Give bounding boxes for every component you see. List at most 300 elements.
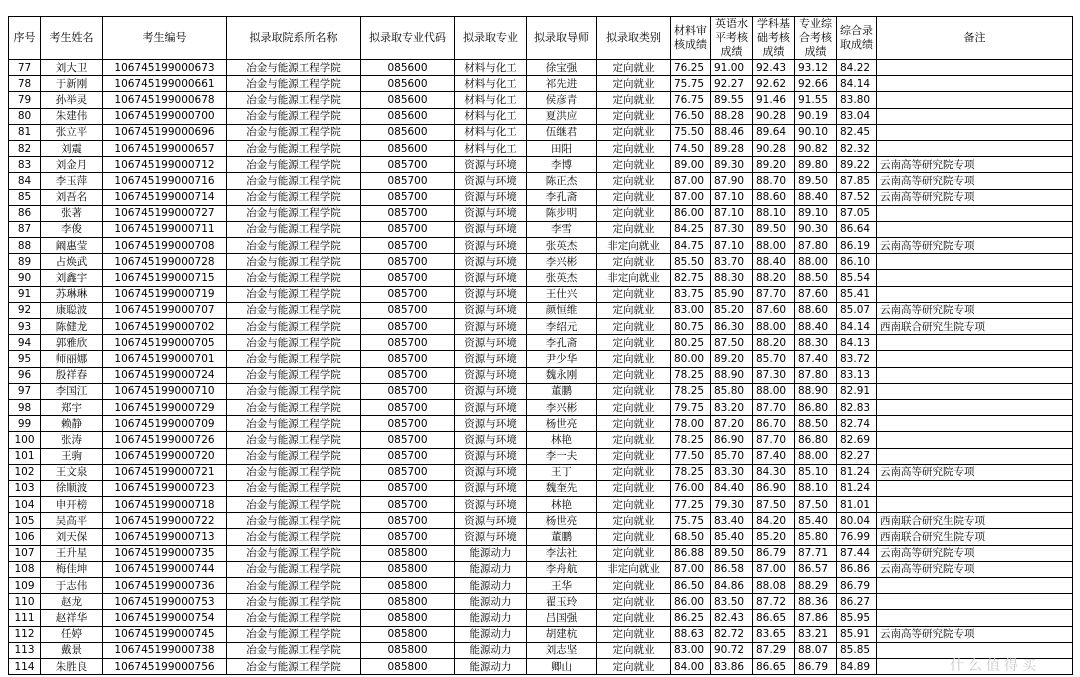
cell-major-code: 085700: [361, 286, 455, 302]
cell-category: 定向就业: [597, 92, 671, 108]
table-row: [9, 448, 1073, 464]
cell-major-score: 87.60: [795, 286, 837, 302]
cell-exam-id: 106745199000718: [103, 497, 227, 513]
cell-category: 定向就业: [597, 626, 671, 642]
cell-english-score: 86.30: [711, 319, 753, 335]
cell-english-score: 87.10: [711, 189, 753, 205]
table-row: [9, 254, 1073, 270]
cell-major: 材料与化工: [455, 108, 527, 124]
cell-major-score: 88.36: [795, 594, 837, 610]
cell-exam-id: 106745199000708: [103, 238, 227, 254]
cell-remarks: 云南高等研究院专项: [877, 157, 1073, 173]
cell-remarks: [877, 140, 1073, 156]
cell-name: 赵龙: [41, 594, 103, 610]
cell-major-score: 85.10: [795, 464, 837, 480]
cell-seq: 94: [9, 335, 41, 351]
cell-school: 冶金与能源工程学院: [227, 513, 361, 529]
cell-category: 定向就业: [597, 335, 671, 351]
cell-name: 赖静: [41, 416, 103, 432]
cell-seq: 95: [9, 351, 41, 367]
cell-basic-score: 86.70: [753, 416, 795, 432]
table-row: [9, 60, 1073, 76]
cell-major: 材料与化工: [455, 92, 527, 108]
cell-total-score: 82.27: [837, 448, 877, 464]
cell-major-score: 87.50: [795, 497, 837, 513]
cell-major: 能源动力: [455, 578, 527, 594]
cell-basic-score: 92.43: [753, 60, 795, 76]
cell-remarks: [877, 92, 1073, 108]
cell-category: 定向就业: [597, 529, 671, 545]
cell-major-score: 86.79: [795, 658, 837, 674]
cell-school: 冶金与能源工程学院: [227, 124, 361, 140]
cell-exam-id: 106745199000744: [103, 561, 227, 577]
cell-major-score: 87.80: [795, 238, 837, 254]
cell-major: 能源动力: [455, 610, 527, 626]
cell-major-code: 085700: [361, 173, 455, 189]
cell-school: 冶金与能源工程学院: [227, 254, 361, 270]
cell-major-score: 86.80: [795, 432, 837, 448]
cell-seq: 109: [9, 578, 41, 594]
cell-total-score: 84.14: [837, 76, 877, 92]
cell-school: 冶金与能源工程学院: [227, 399, 361, 415]
cell-school: 冶金与能源工程学院: [227, 270, 361, 286]
cell-basic-score: 89.64: [753, 124, 795, 140]
cell-name: 张立平: [41, 124, 103, 140]
cell-remarks: [877, 367, 1073, 383]
cell-major: 能源动力: [455, 561, 527, 577]
cell-exam-id: 106745199000709: [103, 416, 227, 432]
cell-exam-id: 106745199000712: [103, 157, 227, 173]
cell-remarks: [877, 221, 1073, 237]
cell-major-code: 085700: [361, 238, 455, 254]
cell-major-code: 085600: [361, 140, 455, 156]
cell-supervisor: 李法社: [527, 545, 597, 561]
cell-seq: 79: [9, 92, 41, 108]
cell-major: 资源与环境: [455, 351, 527, 367]
cell-major-score: 88.40: [795, 319, 837, 335]
cell-english-score: 85.70: [711, 448, 753, 464]
cell-basic-score: 84.30: [753, 464, 795, 480]
cell-remarks: [877, 497, 1073, 513]
cell-school: 冶金与能源工程学院: [227, 626, 361, 642]
cell-supervisor: 李绍元: [527, 319, 597, 335]
cell-material-score: 89.00: [671, 157, 711, 173]
cell-exam-id: 106745199000729: [103, 399, 227, 415]
cell-school: 冶金与能源工程学院: [227, 157, 361, 173]
cell-basic-score: 85.20: [753, 529, 795, 545]
cell-supervisor: 李一夫: [527, 448, 597, 464]
cell-major-score: 89.50: [795, 173, 837, 189]
cell-material-score: 82.75: [671, 270, 711, 286]
cell-major-score: 86.57: [795, 561, 837, 577]
table-row: [9, 319, 1073, 335]
cell-seq: 85: [9, 189, 41, 205]
cell-seq: 104: [9, 497, 41, 513]
cell-material-score: 80.00: [671, 351, 711, 367]
cell-supervisor: 胡建杭: [527, 626, 597, 642]
header-category: 拟录取类别: [597, 17, 671, 60]
cell-major: 资源与环境: [455, 464, 527, 480]
cell-material-score: 84.75: [671, 238, 711, 254]
cell-school: 冶金与能源工程学院: [227, 173, 361, 189]
cell-school: 冶金与能源工程学院: [227, 658, 361, 674]
cell-supervisor: 李孔斋: [527, 189, 597, 205]
cell-major-code: 085700: [361, 351, 455, 367]
cell-supervisor: 魏永刚: [527, 367, 597, 383]
cell-remarks: 云南高等研究院专项: [877, 238, 1073, 254]
cell-english-score: 89.28: [711, 140, 753, 156]
cell-english-score: 87.30: [711, 221, 753, 237]
cell-major: 能源动力: [455, 545, 527, 561]
cell-major: 资源与环境: [455, 399, 527, 415]
cell-total-score: 87.52: [837, 189, 877, 205]
cell-name: 梅佳坤: [41, 561, 103, 577]
table-row: [9, 286, 1073, 302]
cell-seq: 86: [9, 205, 41, 221]
cell-supervisor: 伍继君: [527, 124, 597, 140]
table-row: [9, 221, 1073, 237]
cell-seq: 98: [9, 399, 41, 415]
cell-school: 冶金与能源工程学院: [227, 319, 361, 335]
cell-exam-id: 106745199000673: [103, 60, 227, 76]
cell-basic-score: 87.50: [753, 497, 795, 513]
cell-total-score: 86.10: [837, 254, 877, 270]
cell-name: 殷祥春: [41, 367, 103, 383]
cell-total-score: 85.91: [837, 626, 877, 642]
cell-english-score: 89.50: [711, 545, 753, 561]
cell-total-score: 82.83: [837, 399, 877, 415]
cell-major-code: 085700: [361, 480, 455, 496]
table-row: [9, 626, 1073, 642]
cell-category: 定向就业: [597, 173, 671, 189]
cell-basic-score: 87.30: [753, 367, 795, 383]
cell-seq: 83: [9, 157, 41, 173]
cell-supervisor: 董鹏: [527, 383, 597, 399]
cell-supervisor: 李孔斋: [527, 335, 597, 351]
cell-category: 非定向就业: [597, 270, 671, 286]
cell-major-code: 085700: [361, 416, 455, 432]
cell-basic-score: 88.60: [753, 189, 795, 205]
cell-supervisor: 李兴彬: [527, 399, 597, 415]
cell-remarks: [877, 351, 1073, 367]
cell-total-score: 82.91: [837, 383, 877, 399]
header-seq: 序号: [9, 17, 41, 60]
cell-major: 资源与环境: [455, 157, 527, 173]
cell-seq: 101: [9, 448, 41, 464]
cell-category: 定向就业: [597, 432, 671, 448]
cell-basic-score: 87.60: [753, 302, 795, 318]
cell-total-score: 85.95: [837, 610, 877, 626]
cell-major-score: 91.55: [795, 92, 837, 108]
cell-material-score: 78.25: [671, 432, 711, 448]
cell-major-code: 085800: [361, 610, 455, 626]
cell-major-score: 88.40: [795, 189, 837, 205]
cell-exam-id: 106745199000723: [103, 480, 227, 496]
cell-category: 定向就业: [597, 319, 671, 335]
header-english-score: 英语水平考核成绩: [711, 17, 753, 60]
table-row: [9, 561, 1073, 577]
cell-category: 定向就业: [597, 140, 671, 156]
cell-exam-id: 106745199000707: [103, 302, 227, 318]
cell-supervisor: 祁先进: [527, 76, 597, 92]
cell-category: 定向就业: [597, 448, 671, 464]
table-row: [9, 594, 1073, 610]
cell-material-score: 75.75: [671, 513, 711, 529]
cell-total-score: 83.04: [837, 108, 877, 124]
cell-material-score: 75.50: [671, 124, 711, 140]
cell-seq: 93: [9, 319, 41, 335]
cell-major-score: 88.07: [795, 642, 837, 658]
cell-material-score: 85.50: [671, 254, 711, 270]
cell-supervisor: 侯彦青: [527, 92, 597, 108]
cell-category: 定向就业: [597, 464, 671, 480]
cell-total-score: 84.14: [837, 319, 877, 335]
cell-basic-score: 88.20: [753, 335, 795, 351]
cell-supervisor: 林艳: [527, 432, 597, 448]
cell-category: 定向就业: [597, 124, 671, 140]
cell-basic-score: 86.79: [753, 545, 795, 561]
cell-major: 资源与环境: [455, 513, 527, 529]
cell-remarks: 云南高等研究院专项: [877, 173, 1073, 189]
cell-name: 刘大卫: [41, 60, 103, 76]
cell-major: 资源与环境: [455, 189, 527, 205]
header-school: 拟录取院系所名称: [227, 17, 361, 60]
cell-school: 冶金与能源工程学院: [227, 221, 361, 237]
cell-material-score: 84.00: [671, 658, 711, 674]
cell-major-code: 085800: [361, 561, 455, 577]
cell-basic-score: 90.28: [753, 140, 795, 156]
cell-english-score: 88.90: [711, 367, 753, 383]
cell-supervisor: 陈正杰: [527, 173, 597, 189]
cell-basic-score: 88.20: [753, 270, 795, 286]
cell-school: 冶金与能源工程学院: [227, 561, 361, 577]
cell-school: 冶金与能源工程学院: [227, 238, 361, 254]
cell-material-score: 77.25: [671, 497, 711, 513]
cell-total-score: 81.01: [837, 497, 877, 513]
cell-category: 非定向就业: [597, 238, 671, 254]
cell-school: 冶金与能源工程学院: [227, 448, 361, 464]
cell-category: 定向就业: [597, 610, 671, 626]
cell-seq: 90: [9, 270, 41, 286]
cell-english-score: 83.20: [711, 399, 753, 415]
cell-total-score: 87.44: [837, 545, 877, 561]
cell-total-score: 87.85: [837, 173, 877, 189]
cell-name: 阚惠莹: [41, 238, 103, 254]
cell-exam-id: 106745199000715: [103, 270, 227, 286]
cell-major-code: 085600: [361, 108, 455, 124]
cell-major-code: 085800: [361, 626, 455, 642]
cell-major: 能源动力: [455, 658, 527, 674]
cell-exam-id: 106745199000727: [103, 205, 227, 221]
table-row: [9, 399, 1073, 415]
cell-school: 冶金与能源工程学院: [227, 578, 361, 594]
cell-major-code: 085800: [361, 594, 455, 610]
cell-school: 冶金与能源工程学院: [227, 416, 361, 432]
cell-remarks: [877, 432, 1073, 448]
cell-major-code: 085700: [361, 270, 455, 286]
cell-category: 定向就业: [597, 367, 671, 383]
cell-total-score: 83.13: [837, 367, 877, 383]
cell-basic-score: 91.46: [753, 92, 795, 108]
cell-material-score: 86.00: [671, 594, 711, 610]
cell-basic-score: 88.10: [753, 205, 795, 221]
cell-basic-score: 83.65: [753, 626, 795, 642]
cell-supervisor: 王仕兴: [527, 286, 597, 302]
cell-category: 定向就业: [597, 60, 671, 76]
cell-total-score: 85.54: [837, 270, 877, 286]
cell-basic-score: 89.50: [753, 221, 795, 237]
cell-total-score: 81.24: [837, 480, 877, 496]
cell-name: 任婷: [41, 626, 103, 642]
cell-major: 资源与环境: [455, 319, 527, 335]
cell-english-score: 83.30: [711, 464, 753, 480]
cell-category: 定向就业: [597, 416, 671, 432]
cell-supervisor: 田阳: [527, 140, 597, 156]
cell-school: 冶金与能源工程学院: [227, 286, 361, 302]
cell-school: 冶金与能源工程学院: [227, 464, 361, 480]
cell-exam-id: 106745199000719: [103, 286, 227, 302]
cell-material-score: 78.00: [671, 416, 711, 432]
cell-english-score: 82.72: [711, 626, 753, 642]
cell-total-score: 86.27: [837, 594, 877, 610]
cell-total-score: 81.24: [837, 464, 877, 480]
cell-supervisor: 徐宝强: [527, 60, 597, 76]
cell-exam-id: 106745199000696: [103, 124, 227, 140]
cell-basic-score: 88.00: [753, 238, 795, 254]
cell-exam-id: 106745199000753: [103, 594, 227, 610]
table-row: [9, 76, 1073, 92]
cell-remarks: [877, 270, 1073, 286]
cell-school: 冶金与能源工程学院: [227, 140, 361, 156]
cell-total-score: 87.05: [837, 205, 877, 221]
table-row: [9, 140, 1073, 156]
cell-major: 材料与化工: [455, 140, 527, 156]
cell-category: 定向就业: [597, 302, 671, 318]
cell-major: 能源动力: [455, 626, 527, 642]
cell-major: 资源与环境: [455, 221, 527, 237]
cell-major: 资源与环境: [455, 286, 527, 302]
cell-english-score: 88.28: [711, 108, 753, 124]
cell-exam-id: 106745199000724: [103, 367, 227, 383]
cell-material-score: 86.88: [671, 545, 711, 561]
cell-remarks: [877, 286, 1073, 302]
cell-total-score: 85.85: [837, 642, 877, 658]
cell-english-score: 89.20: [711, 351, 753, 367]
cell-seq: 114: [9, 658, 41, 674]
cell-exam-id: 106745199000754: [103, 610, 227, 626]
cell-major: 资源与环境: [455, 432, 527, 448]
cell-major-code: 085800: [361, 658, 455, 674]
cell-english-score: 88.46: [711, 124, 753, 140]
cell-major-code: 085600: [361, 76, 455, 92]
cell-material-score: 84.25: [671, 221, 711, 237]
cell-basic-score: 88.00: [753, 319, 795, 335]
cell-total-score: 84.22: [837, 60, 877, 76]
cell-remarks: [877, 108, 1073, 124]
table-row: [9, 383, 1073, 399]
admission-table: [8, 16, 1073, 675]
cell-seq: 110: [9, 594, 41, 610]
cell-basic-score: 92.62: [753, 76, 795, 92]
table-row: [9, 302, 1073, 318]
cell-material-score: 77.50: [671, 448, 711, 464]
cell-material-score: 78.25: [671, 464, 711, 480]
cell-name: 刘金月: [41, 157, 103, 173]
cell-english-score: 82.43: [711, 610, 753, 626]
cell-category: 定向就业: [597, 76, 671, 92]
cell-major-score: 90.82: [795, 140, 837, 156]
cell-material-score: 87.00: [671, 189, 711, 205]
cell-material-score: 87.00: [671, 561, 711, 577]
cell-name: 郑宇: [41, 399, 103, 415]
cell-name: 戴景: [41, 642, 103, 658]
cell-basic-score: 88.40: [753, 254, 795, 270]
cell-seq: 92: [9, 302, 41, 318]
cell-basic-score: 87.29: [753, 642, 795, 658]
cell-school: 冶金与能源工程学院: [227, 367, 361, 383]
cell-english-score: 89.30: [711, 157, 753, 173]
cell-seq: 113: [9, 642, 41, 658]
cell-category: 定向就业: [597, 157, 671, 173]
cell-name: 师丽娜: [41, 351, 103, 367]
cell-school: 冶金与能源工程学院: [227, 335, 361, 351]
cell-remarks: 云南高等研究院专项: [877, 189, 1073, 205]
cell-total-score: 82.32: [837, 140, 877, 156]
cell-basic-score: 89.20: [753, 157, 795, 173]
cell-basic-score: 85.70: [753, 351, 795, 367]
cell-name: 占焕武: [41, 254, 103, 270]
cell-seq: 91: [9, 286, 41, 302]
table-row: [9, 513, 1073, 529]
cell-major-score: 92.66: [795, 76, 837, 92]
header-supervisor: 拟录取导师: [527, 17, 597, 60]
cell-seq: 97: [9, 383, 41, 399]
cell-total-score: 89.22: [837, 157, 877, 173]
cell-exam-id: 106745199000726: [103, 432, 227, 448]
cell-supervisor: 魏奎先: [527, 480, 597, 496]
cell-total-score: 86.86: [837, 561, 877, 577]
cell-major-score: 90.10: [795, 124, 837, 140]
cell-basic-score: 86.90: [753, 480, 795, 496]
watermark: 什么值得买: [950, 658, 1040, 674]
cell-major-score: 89.10: [795, 205, 837, 221]
cell-basic-score: 88.70: [753, 173, 795, 189]
cell-major-code: 085700: [361, 497, 455, 513]
cell-exam-id: 106745199000705: [103, 335, 227, 351]
cell-category: 定向就业: [597, 594, 671, 610]
cell-major: 资源与环境: [455, 254, 527, 270]
table-row: [9, 238, 1073, 254]
cell-exam-id: 106745199000702: [103, 319, 227, 335]
cell-school: 冶金与能源工程学院: [227, 545, 361, 561]
cell-major: 材料与化工: [455, 60, 527, 76]
header-material-score: 材料审核成绩: [671, 17, 711, 60]
cell-material-score: 68.50: [671, 529, 711, 545]
cell-supervisor: 张英杰: [527, 238, 597, 254]
cell-seq: 103: [9, 480, 41, 496]
table-row: [9, 173, 1073, 189]
cell-seq: 89: [9, 254, 41, 270]
cell-major-score: 87.86: [795, 610, 837, 626]
table-row: [9, 658, 1073, 674]
cell-remarks: [877, 594, 1073, 610]
cell-total-score: 84.89: [837, 658, 877, 674]
cell-basic-score: 87.72: [753, 594, 795, 610]
cell-name: 刘鑫宇: [41, 270, 103, 286]
cell-school: 冶金与能源工程学院: [227, 480, 361, 496]
cell-basic-score: 88.00: [753, 383, 795, 399]
cell-supervisor: 林艳: [527, 497, 597, 513]
